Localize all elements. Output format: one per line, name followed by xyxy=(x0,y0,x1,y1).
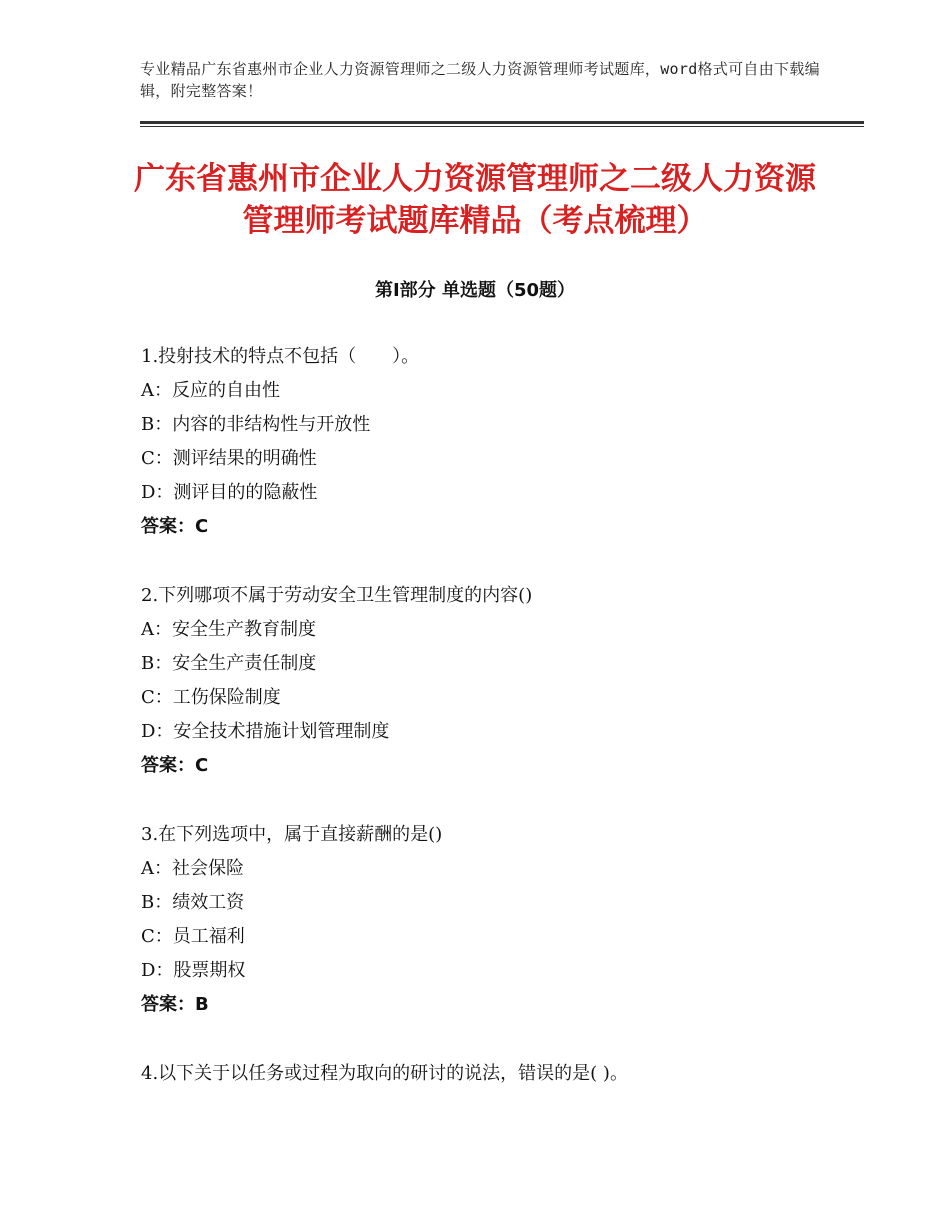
question-stem: 3.在下列选项中，属于直接薪酬的是() xyxy=(141,824,443,845)
question-stem: 4.以下关于以任务或过程为取向的研讨的说法，错误的是( )。 xyxy=(141,1063,628,1084)
option-a: A：安全生产教育制度 xyxy=(141,619,316,640)
option-c: C：测评结果的明确性 xyxy=(141,448,317,469)
option-d: D：安全技术措施计划管理制度 xyxy=(141,721,390,742)
option-a: A：反应的自由性 xyxy=(141,380,280,401)
question-stem: 1.投射技术的特点不包括（ ）。 xyxy=(141,346,420,367)
answer: 答案：C xyxy=(141,755,209,776)
question-stem: 2.下列哪项不属于劳动安全卫生管理制度的内容() xyxy=(141,585,533,606)
option-b: B：内容的非结构性与开放性 xyxy=(141,414,371,435)
document-title: 广东省惠州市企业人力资源管理师之二级人力资源管理师考试题库精品（考点梳理） xyxy=(134,161,816,239)
option-b: B：安全生产责任制度 xyxy=(141,653,317,674)
section-title: 第Ⅰ部分 单选题（50题） xyxy=(374,280,575,301)
option-c: C：工伤保险制度 xyxy=(141,687,281,708)
question-1 xyxy=(141,340,861,544)
header-rule-thick xyxy=(140,121,864,124)
question-2 xyxy=(141,579,861,783)
option-c: C：员工福利 xyxy=(141,926,245,947)
header-rule-thin xyxy=(140,126,864,127)
option-b: B：绩效工资 xyxy=(141,892,245,913)
question-3 xyxy=(141,818,861,1022)
answer: 答案：B xyxy=(141,994,209,1015)
answer: 答案：C xyxy=(141,516,209,537)
header-note: 专业精品广东省惠州市企业人力资源管理师之二级人力资源管理师考试题库，word格式可自由下载编辑，附完整答案！ xyxy=(140,60,820,100)
question-4 xyxy=(141,1057,861,1091)
option-d: D：股票期权 xyxy=(141,960,246,981)
option-a: A：社会保险 xyxy=(141,858,244,879)
question-list xyxy=(141,340,861,1126)
option-d: D：测评目的的隐蔽性 xyxy=(141,482,318,503)
